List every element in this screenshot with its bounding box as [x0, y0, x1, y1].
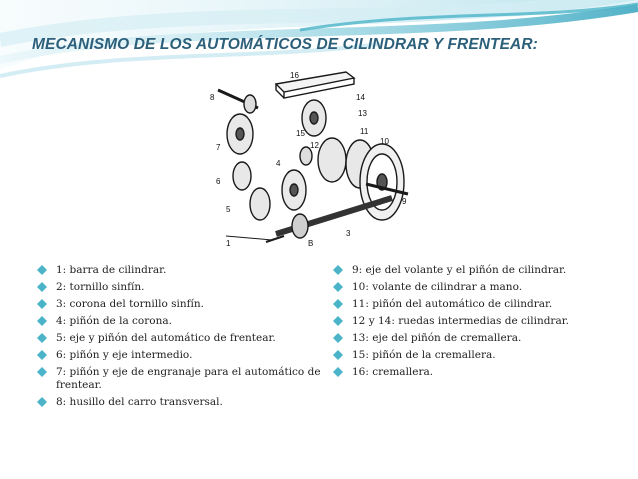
diamond-bullet-icon	[37, 333, 47, 343]
list-item-text: 1: barra de cilindrar.	[56, 264, 167, 276]
label-1: 1	[226, 239, 231, 248]
list-item-text: 4: piñón de la corona.	[56, 315, 172, 327]
list-item	[330, 366, 630, 379]
lathe-apron-mechanism-diagram	[196, 64, 418, 254]
diamond-bullet-icon	[37, 316, 47, 326]
label-7: 7	[216, 143, 221, 152]
list-item	[330, 281, 630, 294]
list-item	[330, 349, 630, 362]
label-5: 5	[226, 205, 231, 214]
diamond-bullet-icon	[333, 350, 343, 360]
label-15: 15	[296, 129, 305, 138]
list-item	[34, 366, 324, 392]
diamond-bullet-icon	[333, 367, 343, 377]
diamond-bullet-icon	[37, 282, 47, 292]
list-item-text: 3: corona del tornillo sinfín.	[56, 298, 204, 310]
diamond-bullet-icon	[37, 367, 47, 377]
label-13: 13	[358, 109, 367, 118]
label-12: 12	[310, 141, 319, 150]
diamond-bullet-icon	[333, 299, 343, 309]
diamond-bullet-icon	[333, 282, 343, 292]
list-item-text: 8: husillo del carro transversal.	[56, 396, 223, 408]
label-8: 8	[210, 93, 215, 102]
list-item	[34, 264, 324, 277]
slide-title: MECANISMO DE LOS AUTOMÁTICOS DE CILINDRAR Y FRENTEAR:	[32, 36, 538, 53]
list-item	[34, 332, 324, 345]
list-item	[34, 315, 324, 328]
list-item-text: 11: piñón del automático de cilindrar.	[352, 298, 553, 310]
label-6: 6	[216, 177, 221, 186]
label-10: 10	[380, 137, 389, 146]
list-item	[330, 315, 630, 328]
list-item	[34, 298, 324, 311]
list-item-text: 16: cremallera.	[352, 366, 434, 378]
label-11: 11	[360, 127, 369, 136]
right-component-list	[330, 264, 630, 383]
diamond-bullet-icon	[333, 333, 343, 343]
list-item-text: 13: eje del piñón de cremallera.	[352, 332, 522, 344]
diamond-bullet-icon	[37, 397, 47, 407]
list-item	[34, 281, 324, 294]
list-item	[330, 332, 630, 345]
label-b: B	[308, 239, 314, 248]
diamond-bullet-icon	[333, 316, 343, 326]
label-14: 14	[356, 93, 365, 102]
diamond-bullet-icon	[333, 265, 343, 275]
list-item-text: 10: volante de cilindrar a mano.	[352, 281, 523, 293]
diamond-bullet-icon	[37, 350, 47, 360]
list-item-text: 2: tornillo sinfín.	[56, 281, 145, 293]
list-item-text: 15: piñón de la cremallera.	[352, 349, 496, 361]
diamond-bullet-icon	[37, 265, 47, 275]
list-item	[34, 349, 324, 362]
label-9: 9	[402, 197, 407, 206]
diamond-bullet-icon	[37, 299, 47, 309]
list-item	[330, 264, 630, 277]
list-item-text: 12 y 14: ruedas intermedias de cilindrar.	[352, 315, 569, 327]
list-item-text: 9: eje del volante y el piñón de cilindrar.	[352, 264, 567, 276]
left-component-list	[34, 264, 324, 413]
list-item	[34, 396, 324, 409]
list-item-text: 6: piñón y eje intermedio.	[56, 349, 193, 361]
label-4: 4	[276, 159, 281, 168]
list-item	[330, 298, 630, 311]
label-3: 3	[346, 229, 351, 238]
list-item-text: 5: eje y piñón del automático de frentear.	[56, 332, 276, 344]
label-16: 16	[290, 71, 299, 80]
list-item-text: 7: piñón y eje de engranaje para el automático de frentear.	[56, 366, 321, 391]
